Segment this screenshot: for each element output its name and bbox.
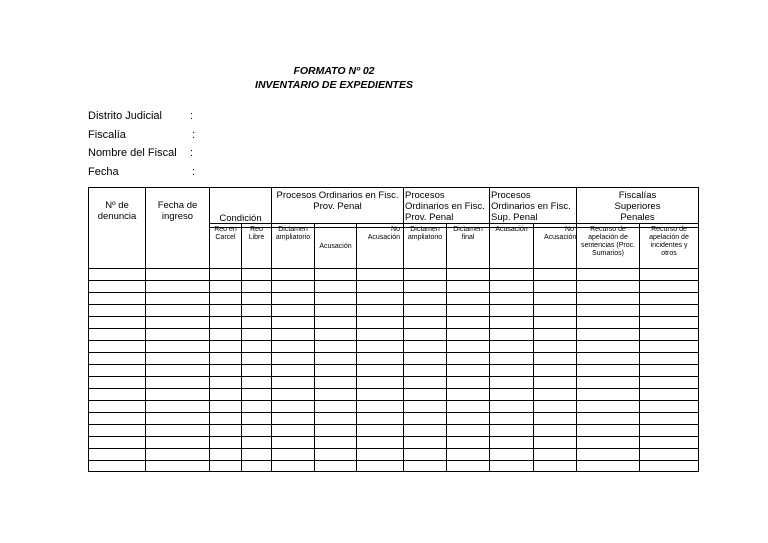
page-title: FORMATO Nº 02 bbox=[293, 65, 375, 77]
grp-prov-penal: Procesos Ordinarios en Fisc. Prov. Penal bbox=[271, 187, 404, 228]
field-fecha-colon: : bbox=[192, 166, 196, 178]
field-nombre-fiscal-colon: : bbox=[190, 147, 194, 159]
sub-acusacion-1: Acusación bbox=[314, 223, 357, 269]
field-fiscalia: Fiscalía bbox=[88, 129, 126, 141]
field-nombre-fiscal: Nombre del Fiscal bbox=[88, 147, 177, 159]
sub-reo-carcel: Reo en Carcel bbox=[209, 223, 242, 269]
col-condicion: Condición bbox=[209, 187, 272, 228]
grp-fisc-sup: Procesos Ordinarios en Fisc. Sup. Penal bbox=[489, 187, 577, 228]
page-subtitle: INVENTARIO DE EXPEDIENTES bbox=[255, 79, 413, 91]
inventory-table bbox=[88, 187, 699, 472]
sub-acusacion-2: Acusación bbox=[489, 223, 534, 269]
field-fiscalia-colon: : bbox=[192, 129, 196, 141]
table-outer-border bbox=[88, 187, 699, 472]
sub-no-acusacion-1: No Acusación bbox=[356, 223, 404, 269]
field-distrito-judicial: Distrito Judicial bbox=[88, 110, 162, 122]
sub-recurso-sentencias: Recurso de apelación de sentencias (Proc. Sumarios) bbox=[576, 223, 640, 269]
field-fecha: Fecha bbox=[88, 166, 119, 178]
sub-no-acusacion-2: No Acusación bbox=[533, 223, 577, 269]
sub-dictamen-final: Dictamen final bbox=[446, 223, 490, 269]
grp-superiores: Fiscalías Superiores Penales bbox=[576, 187, 699, 228]
sub-dictamen-ampliatorio-2: Dictamen ampliatorio bbox=[403, 223, 447, 269]
col-fecha-ingreso: Fecha de ingreso bbox=[145, 187, 210, 269]
col-num-denuncia: Nº de denuncia bbox=[88, 187, 146, 269]
sub-dictamen-ampliatorio-1: Dictamen ampliatorio bbox=[271, 223, 315, 269]
grp-fisc-prov: Procesos Ordinarios en Fisc. Prov. Penal bbox=[403, 187, 490, 228]
sub-recurso-incidentes: Recurso de apelación de incidentes y otros bbox=[639, 223, 699, 269]
sub-reo-libre: Reo Libre bbox=[241, 223, 272, 269]
field-distrito-judicial-colon: : bbox=[190, 110, 194, 122]
